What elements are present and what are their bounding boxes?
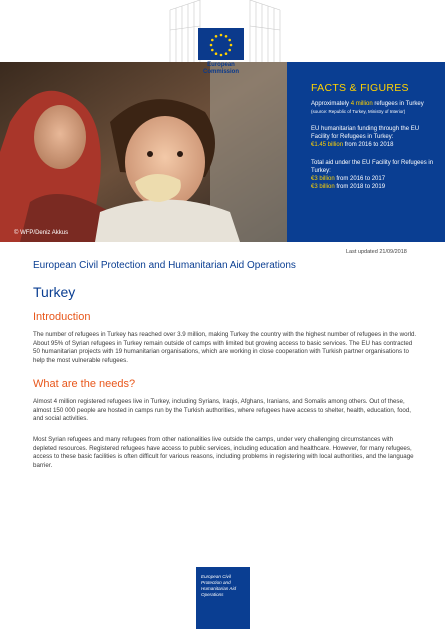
fact-text: from 2016 to 2018 [344,142,394,148]
fact-highlight: €1.45 billion [311,142,344,148]
photo-credit: © WFP/Deniz Akkus [14,230,69,236]
needs-heading: What are the needs? [33,378,136,390]
fact-highlight: €3 billion [311,184,335,190]
intro-paragraph: The number of refugees in Turkey has reached over 3.9 million, making Turkey the country with the highest number of refugees in the world. About 95% of Syrian refugees in Turkey remain outside of camps with limited but growing access to basic services. The EU has contracted 50 humanitarian projects with 19 humanitarian organisations, which are working in close cooperation with Turkish partner organisations to help the most vulnerable refugees. [33,331,417,364]
footer-box [196,567,250,629]
fact-text: EU humanitarian funding through the EU Facility for Refugees in Turkey: [311,126,420,140]
facts-panel [287,62,445,242]
intro-heading: Introduction [33,311,91,323]
facts-title: FACTS & FIGURES [311,82,409,94]
fact-refugees [311,100,435,115]
fact-highlight: €3 billion [311,176,335,182]
fact-highlight: 4 million [350,101,373,107]
fact-source: (source: Republic of Turkey, Ministry of Interior) [311,109,406,114]
fact-text: from 2018 to 2019 [336,184,386,190]
last-updated: Last updated 21/09/2018 [346,249,407,255]
needs-paragraph-1: Almost 4 million registered refugees live in Turkey, including Syrians, Iraqis, Afghans, Iranians, and Somalis among others. Out of these, almost 150 000 people are hosted in camps run by the Turkish authorities, where refugees have access to shelter, health, education, food, and social activities. [33,398,412,423]
department-title: European Civil Protection and Humanitarian Aid Operations [33,260,296,271]
fact-text: refugees in Turkey [374,101,424,107]
fact-text: Approximately [311,101,350,107]
fact-funding [311,125,435,149]
european-commission-logo [195,28,247,92]
fact-text: from 2016 to 2017 [336,176,386,182]
eu-flag-icon [198,28,244,60]
needs-paragraph-2: Most Syrian refugees and many refugees from other nationalities live outside the camps, under very challenging circumstances with depleted resources. Registered refugees have access to public services, including education and healthcare. However, for many refugees, access to these basic facilities is often difficult for various reasons, including problems in registering with local authorities, and the language barrier. [33,436,414,469]
fact-total-aid [311,159,435,191]
logo-text: European Commission [202,62,239,75]
footer-text: European Civil Protection and Humanitarian Aid Operations [201,574,237,597]
fact-text: Total aid under the EU Facility for Refugees in Turkey: [311,160,434,174]
page-title: Turkey [33,284,76,300]
